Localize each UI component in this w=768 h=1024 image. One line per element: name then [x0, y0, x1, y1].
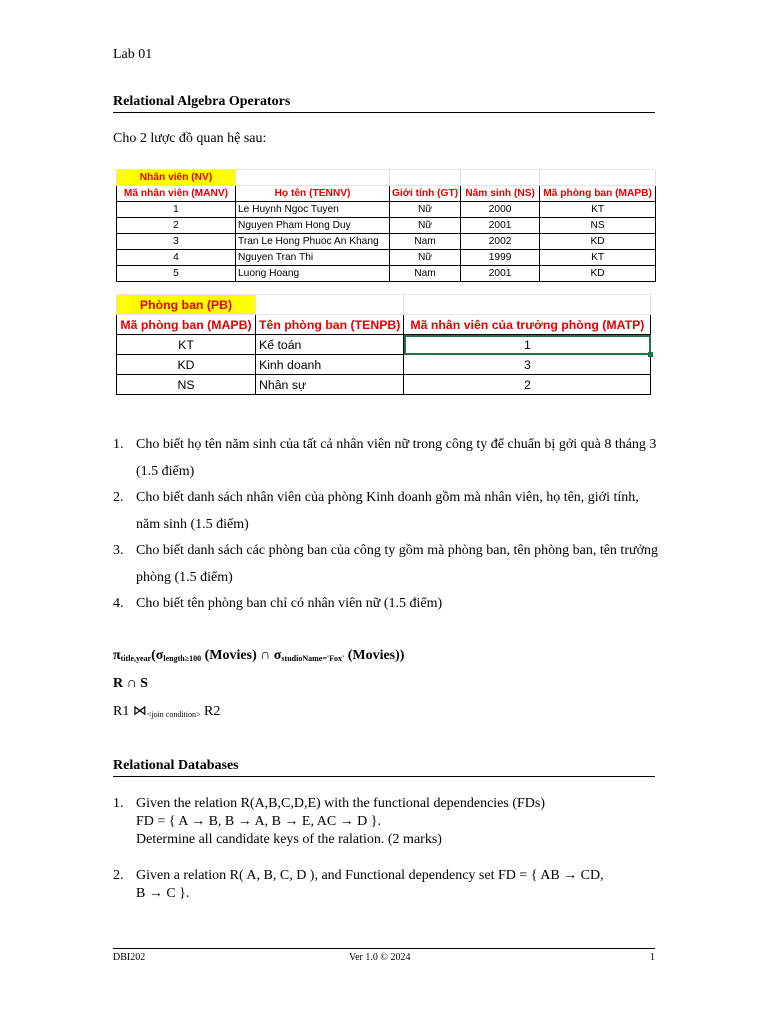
- sigma-symbol: σ: [273, 648, 282, 663]
- cell-tennv: Tran Le Hong Phuoc An Khang: [236, 234, 390, 250]
- open-paren: (: [151, 648, 156, 663]
- list-item: [113, 591, 658, 618]
- question-list-algebra: [113, 432, 658, 618]
- cell-matp: 3: [404, 355, 651, 375]
- list-item: [113, 867, 658, 903]
- cell-gt: Nữ: [390, 250, 461, 266]
- column-header: Giới tính (GT): [390, 186, 461, 202]
- cell-mapb: KD: [540, 266, 656, 282]
- list-item: [113, 432, 658, 485]
- question-line: Given a relation R( A, B, C, D ), and Functional dependency set FD = { AB → CD,: [136, 868, 604, 883]
- cell-mapb: NS: [540, 218, 656, 234]
- cell-ns: 2000: [461, 202, 540, 218]
- cell-tennv: Nguyen Pham Hong Duy: [236, 218, 390, 234]
- cell-tenpb: Kế toán: [256, 335, 404, 355]
- table-row: [117, 250, 656, 266]
- question-text: Cho biết danh sách các phòng ban của công ty gồm mà phòng ban, tên phòng ban, tên trưởng phòng (1.5 điểm): [136, 543, 658, 585]
- table-row: [117, 375, 651, 395]
- cell-ns: 1999: [461, 250, 540, 266]
- cell-manv: 4: [117, 250, 236, 266]
- formula-join: [113, 703, 220, 720]
- cell-mapb: KT: [540, 202, 656, 218]
- section-heading-relational-databases: Relational Databases: [113, 758, 655, 777]
- question-line: B → C }.: [136, 886, 190, 901]
- list-number: 1.: [113, 437, 124, 452]
- formula-part: R2: [200, 704, 221, 719]
- list-item: [113, 538, 658, 591]
- question-text: Cho biết tên phòng ban chỉ có nhân viên nữ (1.5 điểm): [136, 596, 443, 611]
- department-table-header: [117, 315, 651, 335]
- cell-tennv: Luong Hoang: [236, 266, 390, 282]
- cell-mapb: NS: [117, 375, 256, 395]
- list-number: 4.: [113, 596, 124, 611]
- column-header: Mã phòng ban (MAPB): [117, 315, 256, 335]
- cell-manv: 1: [117, 202, 236, 218]
- footer-version: Ver 1.0 © 2024: [349, 952, 411, 963]
- table-row: [117, 335, 651, 355]
- employee-table-caption: Nhân viên (NV): [117, 170, 236, 186]
- list-item: [113, 795, 658, 849]
- question-list-databases: [113, 795, 658, 921]
- cell-manv: 5: [117, 266, 236, 282]
- cell-mapb: KT: [540, 250, 656, 266]
- cell-gt: Nữ: [390, 202, 461, 218]
- list-number: 2.: [113, 868, 124, 883]
- lab-title: Lab 01: [113, 47, 153, 62]
- column-header: Mã nhân viên của trưởng phòng (MATP): [404, 315, 651, 335]
- cell-manv: 2: [117, 218, 236, 234]
- selected-cell-matp[interactable]: [404, 335, 651, 355]
- employee-table: [116, 169, 656, 282]
- cell-tenpb: Nhân sự: [256, 375, 404, 395]
- cell-ns: 2001: [461, 218, 540, 234]
- table-row: [117, 218, 656, 234]
- table-row: [117, 355, 651, 375]
- column-header: Tên phòng ban (TENPB): [256, 315, 404, 335]
- cell-tenpb: Kinh doanh: [256, 355, 404, 375]
- list-number: 3.: [113, 543, 124, 558]
- pi-symbol: π: [113, 648, 121, 663]
- cell-tennv: Nguyen Tran Thi: [236, 250, 390, 266]
- formula-part: (Movies) ∩: [201, 648, 274, 663]
- pi-subscript: title,year: [120, 654, 152, 663]
- question-line: Determine all candidate keys of the ralation. (2 marks): [136, 832, 442, 847]
- intro-text: Cho 2 lược đồ quan hệ sau:: [113, 131, 267, 146]
- formula-projection: [113, 648, 404, 664]
- question-text: Cho biết danh sách nhân viên của phòng Kinh doanh gồm mà nhân viên, họ tên, giới tính, năm sinh (1.5 điểm): [136, 490, 639, 532]
- column-header: Mã phòng ban (MAPB): [540, 186, 656, 202]
- cell-ns: 2002: [461, 234, 540, 250]
- footer-course-code: DBI202: [113, 952, 146, 963]
- cell-mapb: KD: [540, 234, 656, 250]
- formula-part: R1 ⋈: [113, 704, 147, 719]
- cell-ns: 2001: [461, 266, 540, 282]
- join-subscript: <join condition>: [146, 710, 201, 719]
- table-row: [117, 202, 656, 218]
- department-table: [116, 294, 651, 395]
- cell-mapb: KT: [117, 335, 256, 355]
- table-row: [117, 234, 656, 250]
- cell-gt: Nam: [390, 234, 461, 250]
- cell-gt: Nữ: [390, 218, 461, 234]
- sigma-symbol: σ: [155, 648, 164, 663]
- cell-manv: 3: [117, 234, 236, 250]
- list-number: 2.: [113, 490, 124, 505]
- footer-divider: [113, 948, 655, 949]
- cell-matp: 2: [404, 375, 651, 395]
- formula-intersection: R ∩ S: [113, 676, 148, 691]
- department-table-caption: Phòng ban (PB): [117, 295, 256, 315]
- employee-table-header: [117, 186, 656, 202]
- cell-mapb: KD: [117, 355, 256, 375]
- footer-page-number: 1: [650, 952, 655, 963]
- list-item: [113, 485, 658, 538]
- list-number: 1.: [113, 796, 124, 811]
- question-text: Cho biết họ tên năm sinh của tất cả nhân viên nữ trong công ty để chuẩn bị gởi quà 8 tháng 3 (1.5 điểm): [136, 437, 657, 479]
- fill-handle[interactable]: [648, 352, 653, 357]
- column-header: Năm sinh (NS): [461, 186, 540, 202]
- cell-matp-value: 1: [523, 337, 531, 352]
- cell-tennv: Le Huynh Ngoc Tuyen: [236, 202, 390, 218]
- column-header: Họ tên (TENNV): [236, 186, 390, 202]
- formula-part: (Movies)): [344, 648, 405, 663]
- sigma-subscript: length≥100: [163, 654, 202, 663]
- question-line: Given the relation R(A,B,C,D,E) with the functional dependencies (FDs): [136, 796, 546, 811]
- column-header: Mã nhân viên (MANV): [117, 186, 236, 202]
- sigma-subscript: studioName='Fox': [281, 654, 345, 663]
- question-line: FD = { A → B, B → A, B → E, AC → D }.: [136, 814, 381, 829]
- cell-gt: Nam: [390, 266, 461, 282]
- section-heading-relational-algebra: Relational Algebra Operators: [113, 94, 655, 113]
- table-row: [117, 266, 656, 282]
